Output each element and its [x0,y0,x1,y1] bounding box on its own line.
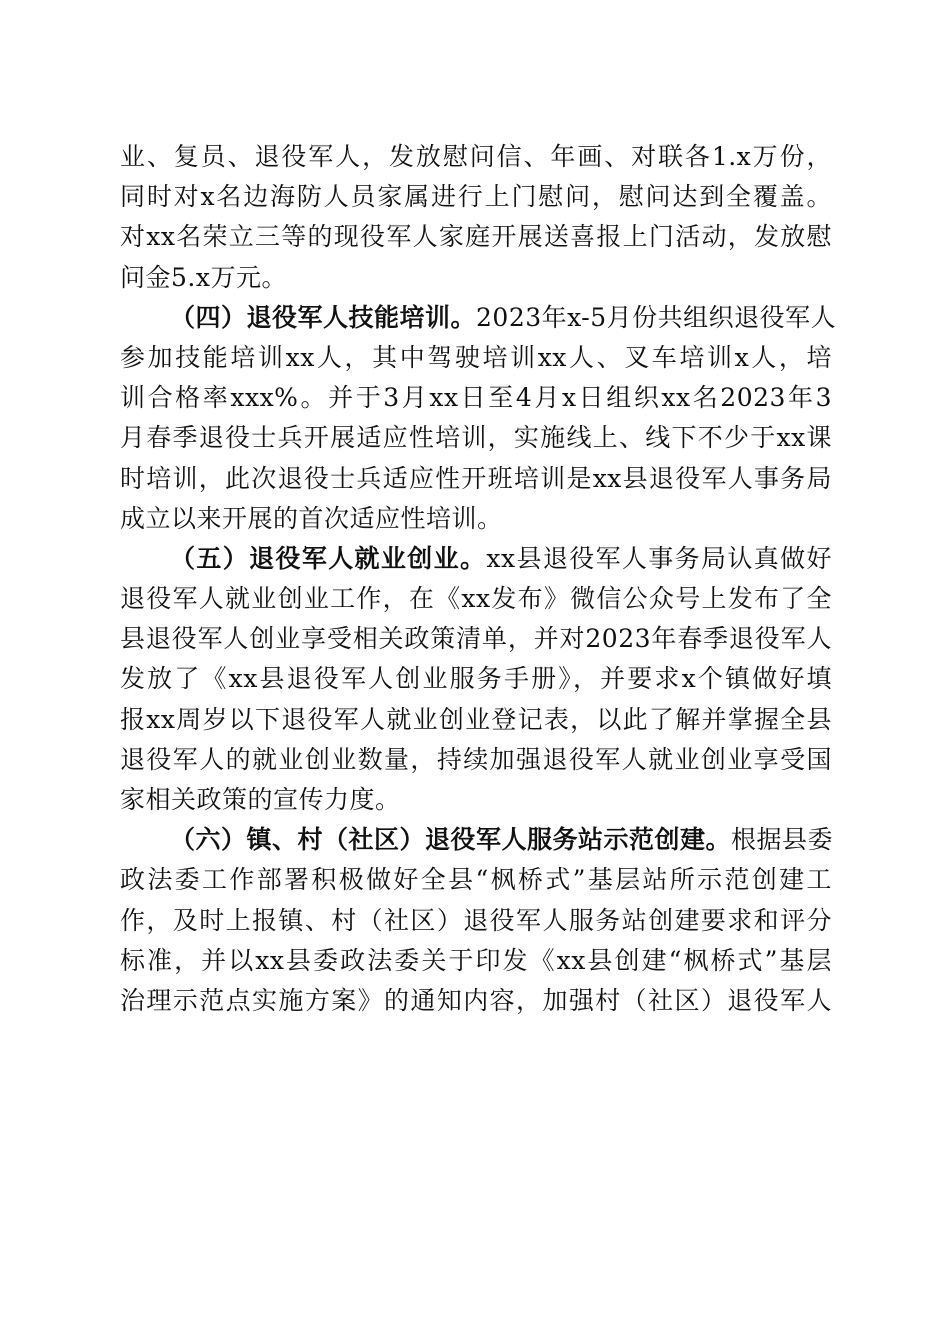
section-heading: （六）镇、村（社区）退役军人服务站示范创建。 [170,825,732,855]
text-span: 2023年x-5月份共组织退役军人 [476,302,837,332]
paragraph-first-line [120,539,832,579]
paragraph-continuation [120,137,832,298]
text-line: 月春季退役士兵开展适应性培训，实施线上、线下不少于xx课 [120,423,832,453]
text-line: 家相关政策的宣传力度。 [120,785,401,814]
text-line: 对xx名荣立三等的现役军人家庭开展送喜报上门活动，发放慰 [120,222,832,252]
text-line: 县退役军人创业享受相关政策清单，并对2023年春季退役军人 [120,624,832,654]
text-line: 问金5.x万元。 [120,262,287,292]
text-line: 时培训，此次退役士兵适应性开班培训是xx县退役军人事务局 [120,463,832,493]
paragraph-employment [120,539,832,820]
text-line: 治理示范点实施方案》的通知内容，加强村（社区）退役军人 [120,985,832,1015]
section-heading: （四）退役军人技能培训。 [170,302,477,332]
document-page [120,137,837,1021]
paragraph-first-line [120,298,837,338]
text-line: 作，及时上报镇、村（社区）退役军人服务站创建要求和评分 [120,905,832,935]
paragraph-first-line [120,820,832,860]
text-line: 发放了《xx县退役军人创业服务手册》，并要求x个镇做好填 [120,664,832,694]
section-heading: （五）退役军人就业创业。 [170,543,487,573]
text-line: 政法委工作部署积极做好全县“枫桥式”基层站所示范创建工 [120,865,832,895]
text-line: 标准，并以xx县委政法委关于印发《xx县创建“枫桥式”基层 [120,945,832,975]
text-line: 退役军人的就业创业数量，持续加强退役军人就业创业享受国 [120,744,832,774]
text-line: 训合格率xxx%。并于3月xx日至4月x日组织xx名2023年3 [120,383,832,413]
paragraph-service-station [120,820,832,1021]
text-line: 退役军人就业创业工作，在《xx发布》微信公众号上发布了全 [120,584,832,614]
text-span: 根据县委 [731,825,834,855]
text-line: 成立以来开展的首次适应性培训。 [120,503,503,533]
text-line: 报xx周岁以下退役军人就业创业登记表，以此了解并掌握全县 [120,704,832,734]
paragraph-skills-training [120,298,837,539]
text-line: 参加技能培训xx人，其中驾驶培训xx人、叉车培训x人，培 [120,342,832,372]
text-span: xx县退役军人事务局认真做好 [486,543,832,573]
text-line: 业、复员、退役军人，发放慰问信、年画、对联各1.x万份， [120,142,832,171]
text-line: 同时对x名边海防人员家属进行上门慰问，慰问达到全覆盖。 [120,182,832,212]
